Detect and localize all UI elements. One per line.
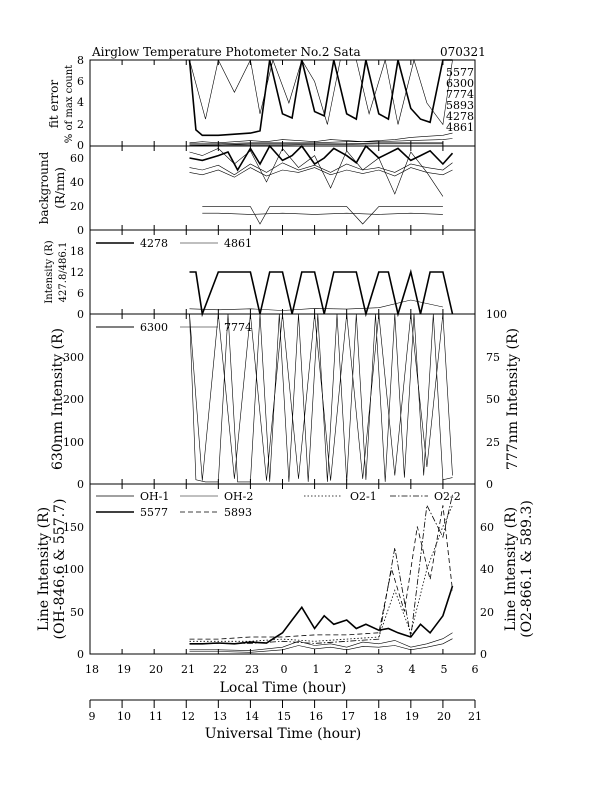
intensity-427-ytick: 0 — [77, 308, 84, 321]
local-time-ticklabel: 0 — [280, 663, 288, 676]
line-intensity-legend-item: O2-2 — [434, 490, 461, 503]
local-time-ticklabel: 2 — [344, 663, 352, 676]
line-intensity-ytick: 60 — [480, 521, 494, 534]
local-time-ticklabel: 21 — [181, 663, 195, 676]
line-intensity-legend-item: 5893 — [224, 506, 252, 519]
fit-error-legend-item: 5577 — [446, 66, 474, 79]
data-series — [190, 60, 453, 652]
line-intensity-ytick: 0 — [77, 648, 84, 661]
local-time-ticklabel: 4 — [408, 663, 416, 676]
intensity-630-yticks-left — [63, 351, 84, 491]
series-line-background-4278 — [202, 207, 443, 224]
line-intensity-legend-item: OH-2 — [224, 490, 254, 503]
figure-title: Airglow Temperature Photometer No.2 Sata — [92, 45, 361, 59]
fit-error-legend-item: 7774 — [446, 88, 474, 101]
line-intensity-legend-item: OH-1 — [140, 490, 170, 503]
intensity-427-yticks — [70, 245, 84, 321]
local-time-ticklabel: 22 — [213, 663, 227, 676]
intensity-777-yticks-right — [486, 308, 507, 491]
universal-time-ticklabel: 19 — [405, 710, 419, 723]
background-ytick: 40 — [70, 176, 84, 189]
universal-time-ticklabel: 12 — [181, 710, 195, 723]
universal-time-ticklabel: 20 — [437, 710, 451, 723]
series-line-intensity-630-777-6300 — [190, 314, 453, 482]
intensity-777-ytick: 100 — [486, 308, 507, 321]
figure-date: 070321 — [440, 45, 486, 59]
series-group-intensity-427-486 — [190, 272, 453, 314]
local-time-ticklabel: 19 — [117, 663, 131, 676]
universal-time-ticklabel: 13 — [213, 710, 227, 723]
universal-time-xlabel: Universal Time (hour) — [204, 726, 362, 742]
local-time-ticklabel: 3 — [376, 663, 384, 676]
intensity-630-legend-item: 6300 — [140, 321, 168, 334]
background-ytick: 0 — [77, 224, 84, 237]
line-intensity-legend — [96, 490, 461, 519]
local-time-ticklabel: 18 — [85, 663, 99, 676]
panel-background-frame — [90, 146, 475, 230]
intensity-777-ytick: 75 — [486, 351, 500, 364]
universal-time-ticklabel: 18 — [373, 710, 387, 723]
intensity-777-ytick: 50 — [486, 393, 500, 406]
line-intensity-ylabel-right-1: Line Intensity (R) — [503, 506, 519, 632]
fit-error-legend-item: 4861 — [446, 121, 474, 134]
intensity-777-ytick: 25 — [486, 436, 500, 449]
series-line-intensity-427-486-4278 — [190, 272, 453, 314]
intensity-630-ylabel-left: 630nm Intensity (R) — [50, 327, 66, 471]
line-intensity-ytick: 20 — [480, 606, 494, 619]
panel-intensity-630-frame — [90, 314, 475, 484]
intensity-427-legend — [96, 237, 252, 250]
intensity-630-ytick: 100 — [63, 436, 84, 449]
series-line-background-4861 — [202, 213, 443, 214]
line-intensity-ylabel-right-2: (O2-866.1 & 589.3) — [519, 500, 535, 638]
series-line-fit-error-5577 — [190, 60, 453, 135]
universal-time-ticklabel: 15 — [277, 710, 291, 723]
universal-time-ticklabel: 21 — [468, 710, 482, 723]
local-time-ticklabel: 6 — [471, 663, 479, 676]
universal-time-ticklabel: 16 — [309, 710, 323, 723]
background-yticks — [70, 152, 84, 237]
intensity-427-legend-item: 4861 — [224, 237, 252, 250]
fit-error-legend-item: 6300 — [446, 77, 474, 90]
fit-error-legend-item: 4278 — [446, 110, 474, 123]
intensity-777-ytick: 0 — [486, 478, 493, 491]
line-intensity-legend-item: 5577 — [140, 506, 168, 519]
line-intensity-ytick: 0 — [480, 648, 487, 661]
fit-error-ytick: 2 — [77, 118, 84, 131]
fit-error-yticks — [77, 54, 84, 152]
universal-time-ticklabel: 17 — [341, 710, 355, 723]
intensity-777-ylabel-right: 777nm Intensity (R) — [505, 327, 521, 471]
line-intensity-ylabel-left-1: Line Intensity (R) — [36, 506, 52, 632]
line-intensity-ytick: 100 — [63, 563, 84, 576]
local-time-ticklabels — [85, 663, 479, 676]
series-group-fit-error — [190, 60, 453, 146]
panel-fit-error-frame — [90, 60, 475, 146]
universal-time-ticklabels — [89, 710, 483, 723]
series-line-intensity-630-777-7774 — [190, 314, 453, 481]
universal-time-ticklabel: 9 — [88, 710, 96, 723]
local-time-ticklabel: 20 — [149, 663, 163, 676]
line-intensity-ylabel-left-2: (OH-846.6 & 557.7) — [52, 498, 68, 640]
series-group-intensity-630-777 — [190, 314, 453, 482]
line-intensity-ytick: 150 — [63, 521, 84, 534]
line-intensity-ytick: 50 — [70, 606, 84, 619]
background-ylabel-2: (R/nm) — [53, 167, 67, 209]
fit-error-ytick: 8 — [77, 54, 84, 67]
background-ytick: 20 — [70, 200, 84, 213]
universal-time-ticklabel: 11 — [149, 710, 163, 723]
local-time-ticklabel: 1 — [312, 663, 320, 676]
fit-error-ytick: 0 — [77, 139, 84, 152]
universal-time-ticklabel: 10 — [117, 710, 131, 723]
intensity-427-ytick: 12 — [70, 266, 84, 279]
intensity-427-ylabel-2: 427.8/486.1 — [58, 241, 69, 303]
fit-error-ylabel-1: fit error — [47, 79, 61, 129]
background-ylabel-1: background — [37, 151, 51, 225]
intensity-427-ylabel-1: Intensity (R) — [44, 240, 55, 304]
series-line-intensity-427-486-4861 — [190, 300, 443, 311]
intensity-630-ytick: 0 — [77, 478, 84, 491]
universal-time-ticklabel: 14 — [245, 710, 259, 723]
fit-error-ytick: 4 — [77, 96, 84, 109]
local-time-xlabel: Local Time (hour) — [219, 680, 347, 696]
intensity-427-ytick: 18 — [70, 245, 84, 258]
line-intensity-legend-item: O2-1 — [350, 490, 377, 503]
intensity-427-legend-item: 4278 — [140, 237, 168, 250]
local-time-ticklabel: 5 — [440, 663, 448, 676]
line-intensity-ytick: 40 — [480, 563, 494, 576]
series-line-background-5577 — [190, 146, 453, 170]
intensity-630-ytick: 200 — [63, 393, 84, 406]
intensity-630-legend-item: 7774 — [224, 321, 252, 334]
line-intensity-yticks-right — [480, 521, 494, 661]
fit-error-ylabel-2: % of max count — [64, 64, 75, 144]
intensity-630-ytick: 300 — [63, 351, 84, 364]
fit-error-ytick: 6 — [77, 75, 84, 88]
series-group-background — [190, 146, 453, 224]
fit-error-legend-item: 5893 — [446, 99, 474, 112]
local-time-ticklabel: 23 — [245, 663, 259, 676]
intensity-427-ytick: 6 — [77, 287, 84, 300]
background-ytick: 60 — [70, 152, 84, 165]
